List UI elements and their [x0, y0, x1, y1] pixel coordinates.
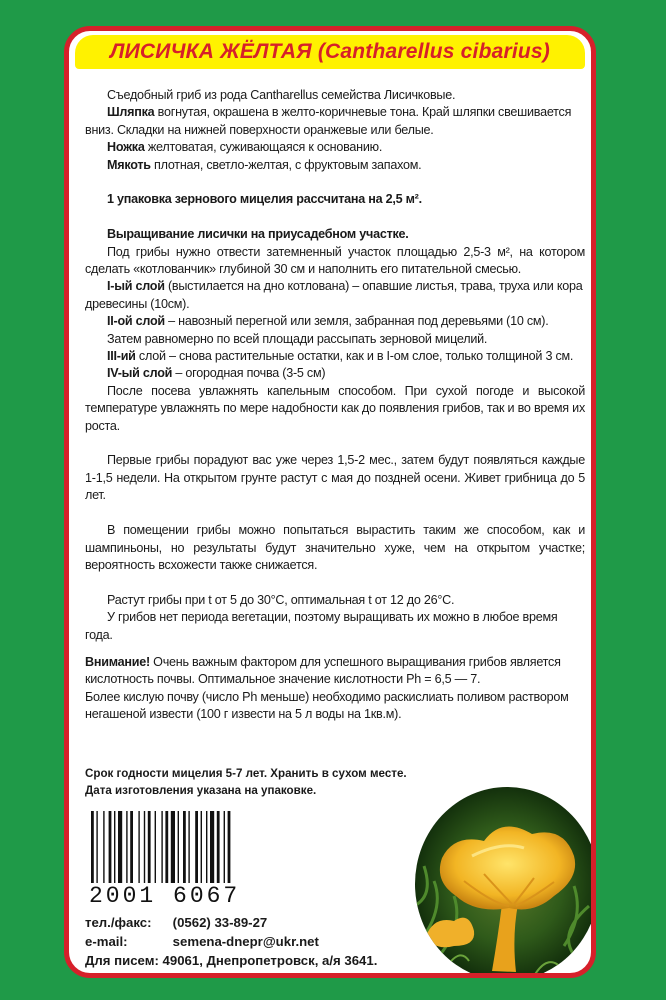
page-title: ЛИСИЧКА ЖЁЛТАЯ (Cantharellus cibarius) [110, 40, 550, 63]
flesh-paragraph [85, 157, 585, 174]
storage-note [85, 765, 445, 799]
cap-text: вогнутая, окрашена в желто-коричневые тона. Край шляпки свешивается вниз. Складки на нижней поверхности оранжевые или белые. [85, 105, 572, 137]
growing-paragraph-2: После посева увлажнять капельным способом. При сухой погоде и высокой температуре увлажнять по мере надобности как до появления грибов, так и во время их роста. [85, 383, 585, 433]
title-bar [75, 35, 585, 69]
stem-label: Ножка [107, 140, 145, 155]
layer-2: II-ой слой – навозный перегной или земля, забранная под деревьями (10 см). [107, 314, 549, 329]
layer-4-label: IV-ый слой [107, 366, 173, 381]
growing-heading: Выращивание лисички на приусадебном участке. [107, 227, 409, 242]
layer-3-label: III-ий [107, 349, 136, 364]
product-label-panel [64, 26, 596, 978]
spread-line: Затем равномерно по всей площади рассыпать зерновой мицелий. [107, 331, 488, 346]
cap-paragraph [85, 104, 585, 139]
layer-1: I-ый слой (выстилается на дно котлована) – опавшие листья, трава, труха или кора древесины (10см). [85, 279, 583, 311]
cap-label: Шляпка [107, 105, 155, 120]
mail-address: 49061, Днепропетровск, а/я 3641. [162, 953, 378, 968]
attention-label: Внимание! [85, 654, 150, 669]
layer-2-label: II-ой слой [107, 314, 165, 329]
date-note: Дата изготовления указана на упаковке. [85, 784, 317, 797]
growing-paragraph-1: Под грибы нужно отвести затемненный участок площадью 2,5-3 м², на котором сделать «котлованчик» глубиной 30 см и наполнить его питательной смесью. [85, 244, 585, 277]
attention-paragraph-2: Более кислую почву (число Ph меньше) необходимо раскислиать поливом раствором негашеной извести (100 г извести на 5 л воды на 1кв.м). [85, 689, 569, 722]
temperature-line: Растут грибы при t от 5 до 30°С, оптимальная t от 12 до 26°С. [107, 592, 455, 607]
email-address: semena-dnepr@ukr.net [172, 934, 319, 949]
growing-paragraph-3: Первые грибы порадуют вас уже через 1,5-2 мес., затем будут появляться каждые 1-1,5 недели. На открытом грунте растут с мая до поздней осени. Живет грибница до 5 лет. [85, 453, 585, 503]
email-label: e-mail: [85, 934, 128, 949]
stem-text: желтоватая, суживающаяся к основанию. [144, 140, 383, 155]
growing-paragraph-4: В помещении грибы можно попытаться вырастить таким же способом, как и шампиньоны, но результаты будут значительно хуже, чем на открытом участке; вероятность всхожести также снижается. [85, 523, 585, 572]
flesh-label: Мякоть [107, 157, 151, 172]
season-line: У грибов нет периода вегетации, поэтому выращивать их можно в любое время года. [85, 610, 558, 642]
shelf-life: Срок годности мицелия 5-7 лет. Хранить в сухом месте. [85, 767, 407, 780]
package-note: 1 упаковка зернового мицелия рассчитана на 2,5 м². [107, 192, 422, 207]
layer-4: IV-ый слой – огородная почва (3-5 см) [107, 366, 326, 381]
mushroom-photo [414, 786, 596, 978]
description-text [85, 87, 585, 724]
barcode-number: 2001 6067 [89, 883, 267, 909]
flesh-text: плотная, светло-желтая, с фруктовым запахом. [150, 157, 422, 172]
layer-1-label: I-ый слой [107, 279, 165, 294]
mail-label: Для писем: [85, 953, 159, 968]
intro-line: Съедобный гриб из рода Cantharellus семейства Лисичковые. [107, 88, 456, 102]
phone-label: тел./факс: [85, 915, 152, 930]
layer-3: III-ий слой – снова растительные остатки, как и в I-ом слое, только толщиной 3 см. [107, 349, 574, 364]
attention-paragraph: Внимание! Очень важным фактором для успешного выращивания грибов является кислотность почвы. Оптимальное значение кислотности Ph = 6,5 — 7. [85, 654, 561, 687]
stem-paragraph [85, 139, 585, 156]
phone-number: (0562) 33-89-27 [172, 915, 268, 930]
